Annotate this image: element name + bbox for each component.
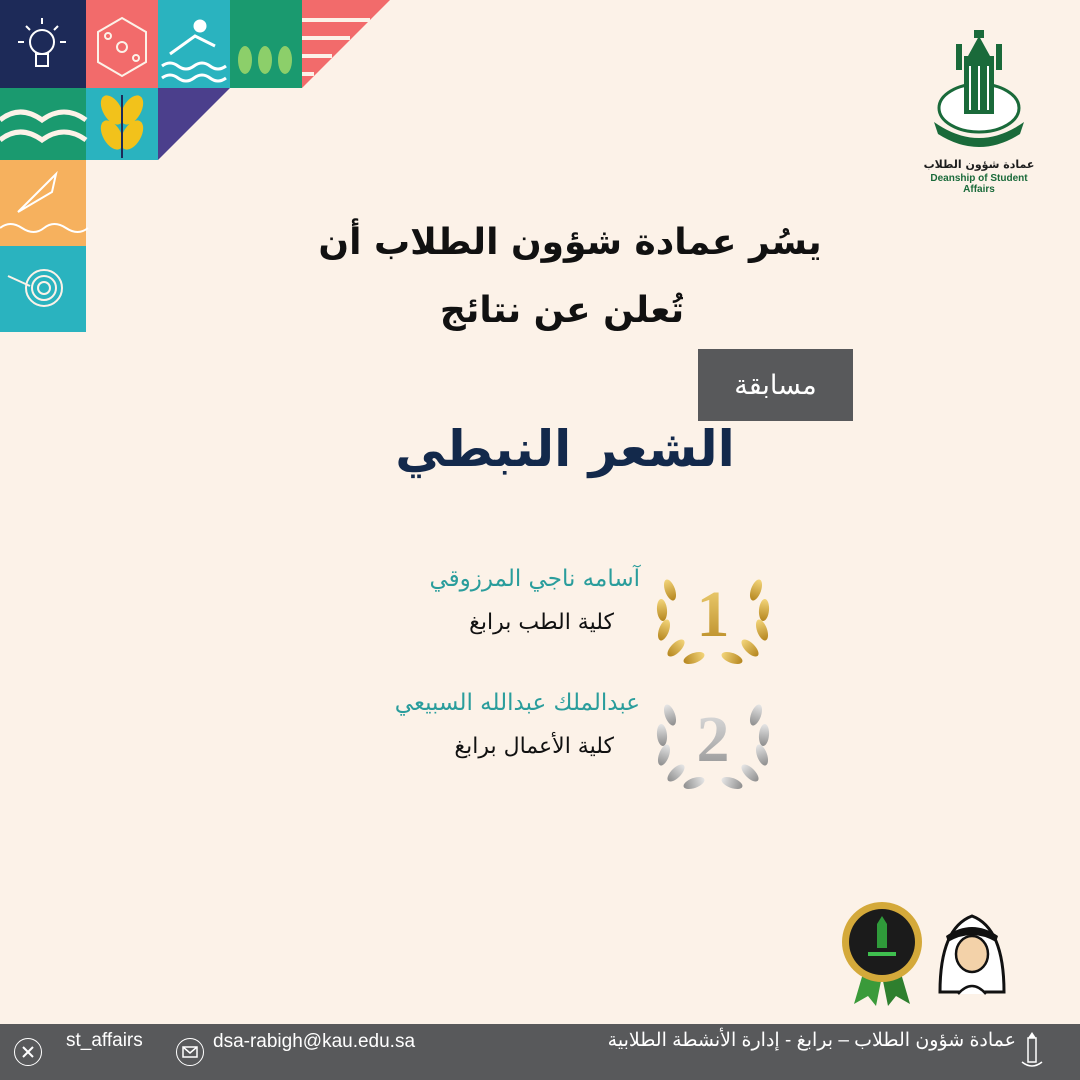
gold-laurel-icon <box>648 560 778 670</box>
winner-2-college: كلية الأعمال برابغ <box>454 734 614 759</box>
rank-1-number: 1 <box>696 578 730 651</box>
competition-badge: مسابقة <box>698 349 853 421</box>
university-logo <box>914 30 1044 200</box>
mail-icon[interactable] <box>176 1038 204 1066</box>
winner-1-college: كلية الطب برابغ <box>469 610 614 635</box>
rank-2-number: 2 <box>696 703 730 776</box>
headline-line-2: تُعلن عن نتائج <box>439 290 685 331</box>
silver-laurel-icon <box>648 685 778 795</box>
logo-english-text: Deanship of Student Affairs <box>930 173 1028 195</box>
x-icon[interactable] <box>14 1038 42 1066</box>
winner-1-name: آسامه ناجي المرزوقي <box>429 566 640 592</box>
decorative-mosaic <box>0 0 390 340</box>
university-emblem-icon <box>924 30 1034 158</box>
logo-arabic-text: عمادة شؤون الطلاب <box>923 158 1035 171</box>
competition-title: الشعر النبطي <box>395 420 735 478</box>
winner-2 <box>340 690 640 759</box>
winner-1 <box>340 566 640 635</box>
footer-bar <box>0 1024 1080 1080</box>
headline-line-1: يسُر عمادة شؤون الطلاب أن <box>318 222 822 263</box>
person-avatar-icon <box>932 908 1012 998</box>
university-icon <box>1020 1032 1044 1070</box>
winner-2-name: عبدالملك عبدالله السبيعي <box>394 690 640 716</box>
footer-organization: عمادة شؤون الطلاب – برابغ - إدارة الأنشطة الطلابية <box>607 1030 1016 1051</box>
email-link[interactable]: dsa-rabigh@kau.edu.sa <box>213 1031 416 1052</box>
award-seal-icon <box>840 900 924 1006</box>
social-handle[interactable]: st_affairs <box>66 1030 143 1051</box>
